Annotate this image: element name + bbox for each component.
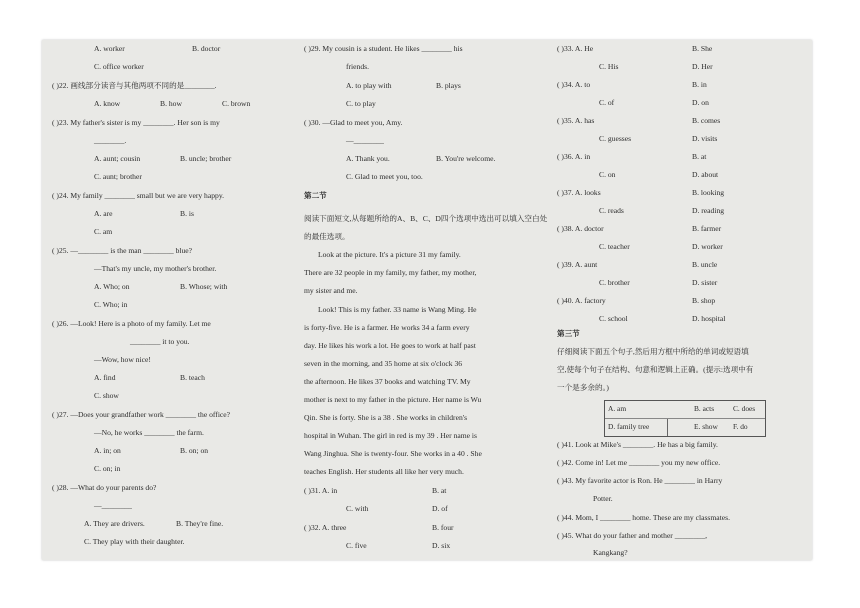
q33-d: D. Her	[692, 62, 713, 71]
q29-line2: friends.	[346, 62, 369, 71]
q37-d: D. reading	[692, 206, 725, 215]
q27-option-c: C. on; in	[94, 464, 121, 473]
question-24: ( )24. My family ________ small but we are very happy.	[52, 191, 225, 200]
q38-d: D. worker	[692, 242, 723, 251]
section-3-instructions-2: 空,使每个句子在结构、句意和逻辑上正确。(提示:选项中有	[557, 365, 754, 374]
q38-b: B. farmer	[692, 224, 722, 233]
question-22: ( )22. 画线部分读音与其他两项不同的是________.	[52, 81, 217, 90]
q31-option-b: B. at	[432, 486, 447, 495]
q25-option-b: B. Whose; with	[180, 282, 228, 291]
question-23: ( )23. My father's sister is my ________. Her son is my	[52, 118, 220, 127]
section-2-instructions: 阅读下面短文,从每题所给的A、B、C、D四个选项中选出可以填入空白处的最佳选项。	[304, 214, 548, 241]
q35-b: B. comes	[692, 116, 721, 125]
q23-blank: ________.	[94, 136, 127, 145]
q33-c: C. His	[599, 62, 619, 71]
q27-line2: —No, he works ________ the farm.	[94, 428, 204, 437]
word-bank-divider	[605, 418, 765, 419]
q24-option-a: A. are	[94, 209, 113, 218]
q28-option-c: C. They play with their daughter.	[84, 537, 185, 546]
passage-line-9: mother is next to my father in the picture. Her name is Wu	[304, 395, 482, 404]
q25-option-c: C. Who; in	[94, 300, 128, 309]
question-41: ( )41. Look at Mike's ________. He has a big family.	[557, 440, 718, 449]
question-27: ( )27. —Does your grandfather work ________ the office?	[52, 410, 231, 419]
q40-c: C. school	[599, 314, 628, 323]
q21-option-b: B. doctor	[192, 44, 221, 53]
q26-option-b: B. teach	[180, 373, 205, 382]
q28-option-b: B. They're fine.	[176, 519, 224, 528]
passage-line-3: my sister and me.	[304, 286, 358, 295]
q29-option-b: B. plays	[436, 81, 461, 90]
word-bank-c: C. does	[733, 404, 756, 413]
q30-option-c: C. Glad to meet you, too.	[346, 172, 423, 181]
q26-line2: ________ it to you.	[130, 337, 190, 346]
q23-option-b: B. uncle; brother	[180, 154, 232, 163]
q35-c: C. guesses	[599, 134, 632, 143]
q30-option-b: B. You're welcome.	[436, 154, 496, 163]
passage-line-1: Look at the picture. It's a picture 31 my family.	[318, 250, 461, 259]
exam-page	[42, 40, 812, 560]
q38-c: C. teacher	[599, 242, 630, 251]
q29-option-c: C. to play	[346, 99, 376, 108]
q31-option-c: C. with	[346, 504, 369, 513]
q34-c: C. of	[599, 98, 615, 107]
q39-d: D. sister	[692, 278, 718, 287]
q23-option-c: C. aunt; brother	[94, 172, 142, 181]
word-bank-d: D. family tree	[608, 422, 650, 431]
question-26: ( )26. —Look! Here is a photo of my family. Let me	[52, 319, 211, 328]
q24-option-c: C. am	[94, 227, 113, 236]
question-30: ( )30. —Glad to meet you, Amy.	[304, 118, 403, 127]
passage-line-4: Look! This is my father. 33 name is Wang Ming. He	[318, 305, 477, 314]
question-43: ( )43. My favorite actor is Ron. He ________ in Harry	[557, 476, 723, 485]
q33-b: B. She	[692, 44, 713, 53]
passage-line-2: There are 32 people in my family, my father, my mother,	[304, 268, 477, 277]
q21-option-c: C. office worker	[94, 62, 144, 71]
word-bank-box	[604, 400, 766, 437]
word-bank-a: A. am	[608, 404, 627, 413]
q26-line3: —Wow, how nice!	[94, 355, 151, 364]
passage-line-8: the afternoon. He likes 37 books and watching TV. My	[304, 377, 471, 386]
passage-line-12: Wang Jinghua. She is twenty-four. She works in a 40 . She	[304, 449, 482, 458]
q39-b: B. uncle	[692, 260, 718, 269]
q32-option-d: D. six	[432, 541, 451, 550]
q34-d: D. on	[692, 98, 709, 107]
question-42: ( )42. Come in! Let me ________ you my new office.	[557, 458, 721, 467]
q39-c: C. brother	[599, 278, 630, 287]
q36-q: ( )36. A. in	[557, 152, 591, 161]
q33-q: ( )33. A. He	[557, 44, 594, 53]
section-3-title: 第三节	[557, 329, 580, 338]
q32-option-c: C. five	[346, 541, 367, 550]
q26-option-a: A. find	[94, 373, 116, 382]
q37-q: ( )37. A. looks	[557, 188, 601, 197]
q36-c: C. on	[599, 170, 616, 179]
question-45: ( )45. What do your father and mother ________,	[557, 531, 708, 540]
q38-q: ( )38. A. doctor	[557, 224, 604, 233]
q35-q: ( )35. A. has	[557, 116, 595, 125]
q36-d: D. about	[692, 170, 719, 179]
passage-line-5: is forty-five. He is a farmer. He works 34 a farm every	[304, 323, 470, 332]
q35-d: D. visits	[692, 134, 718, 143]
q25-option-a: A. Who; on	[94, 282, 130, 291]
q37-c: C. reads	[599, 206, 624, 215]
passage-line-11: hospital in Wuhan. The girl in red is my 39 . Her name is	[304, 431, 477, 440]
q34-q: ( )34. A. to	[557, 80, 591, 89]
q31-option-d: D. of	[432, 504, 448, 513]
q40-q: ( )40. A. factory	[557, 296, 606, 305]
q40-b: B. shop	[692, 296, 716, 305]
q26-option-c: C. show	[94, 391, 119, 400]
question-25: ( )25. —________ is the man ________ blue?	[52, 246, 193, 255]
section-2-title: 第二节	[304, 191, 327, 200]
q22-option-a: A. know	[94, 99, 121, 108]
q22-option-c: C. brown	[222, 99, 251, 108]
q30-option-a: A. Thank you.	[346, 154, 390, 163]
word-bank-b: B. acts	[694, 404, 715, 413]
q21-option-a: A. worker	[94, 44, 125, 53]
passage-line-6: day. He likes his work a lot. He goes to work at half past	[304, 341, 476, 350]
passage-line-7: seven in the morning, and 35 home at six o'clock 36	[304, 359, 463, 368]
question-44: ( )44. Mom, I ________ home. These are my classmates.	[557, 513, 731, 522]
q30-line2: —________	[346, 136, 384, 145]
q37-b: B. looking	[692, 188, 725, 197]
q34-b: B. in	[692, 80, 707, 89]
word-bank-e: E. show	[694, 422, 718, 431]
word-bank-divider-vertical	[667, 419, 668, 436]
q27-option-b: B. on; on	[180, 446, 209, 455]
q24-option-b: B. is	[180, 209, 194, 218]
q28-line2: —________	[94, 501, 132, 510]
question-32: ( )32. A. three	[304, 523, 347, 532]
q39-q: ( )39. A. aunt	[557, 260, 598, 269]
word-bank-f: F. do	[733, 422, 748, 431]
q45-line2: Kangkang?	[593, 548, 628, 557]
q23-option-a: A. aunt; cousin	[94, 154, 141, 163]
q29-option-a: A. to play with	[346, 81, 392, 90]
q36-b: B. at	[692, 152, 707, 161]
q40-d: D. hospital	[692, 314, 726, 323]
question-29: ( )29. My cousin is a student. He likes ________ his	[304, 44, 463, 53]
passage-line-10: Qin. She is forty. She is a 38 . She works in children's	[304, 413, 468, 422]
question-28: ( )28. —What do your parents do?	[52, 483, 157, 492]
q43-line2: Potter.	[593, 494, 613, 503]
q25-line2: —That's my uncle, my mother's brother.	[94, 264, 217, 273]
passage-line-13: teaches English. Her students all like her very much.	[304, 467, 464, 476]
q22-option-b: B. how	[160, 99, 182, 108]
section-3-instructions-1: 仔细阅读下面五个句子,然后用方框中所给的单词或短语填	[557, 347, 749, 356]
q32-option-b: B. four	[432, 523, 454, 532]
section-3-instructions-3: 一个是多余的。)	[557, 383, 609, 392]
q28-option-a: A. They are drivers.	[84, 519, 145, 528]
q27-option-a: A. in; on	[94, 446, 121, 455]
question-31: ( )31. A. in	[304, 486, 338, 495]
